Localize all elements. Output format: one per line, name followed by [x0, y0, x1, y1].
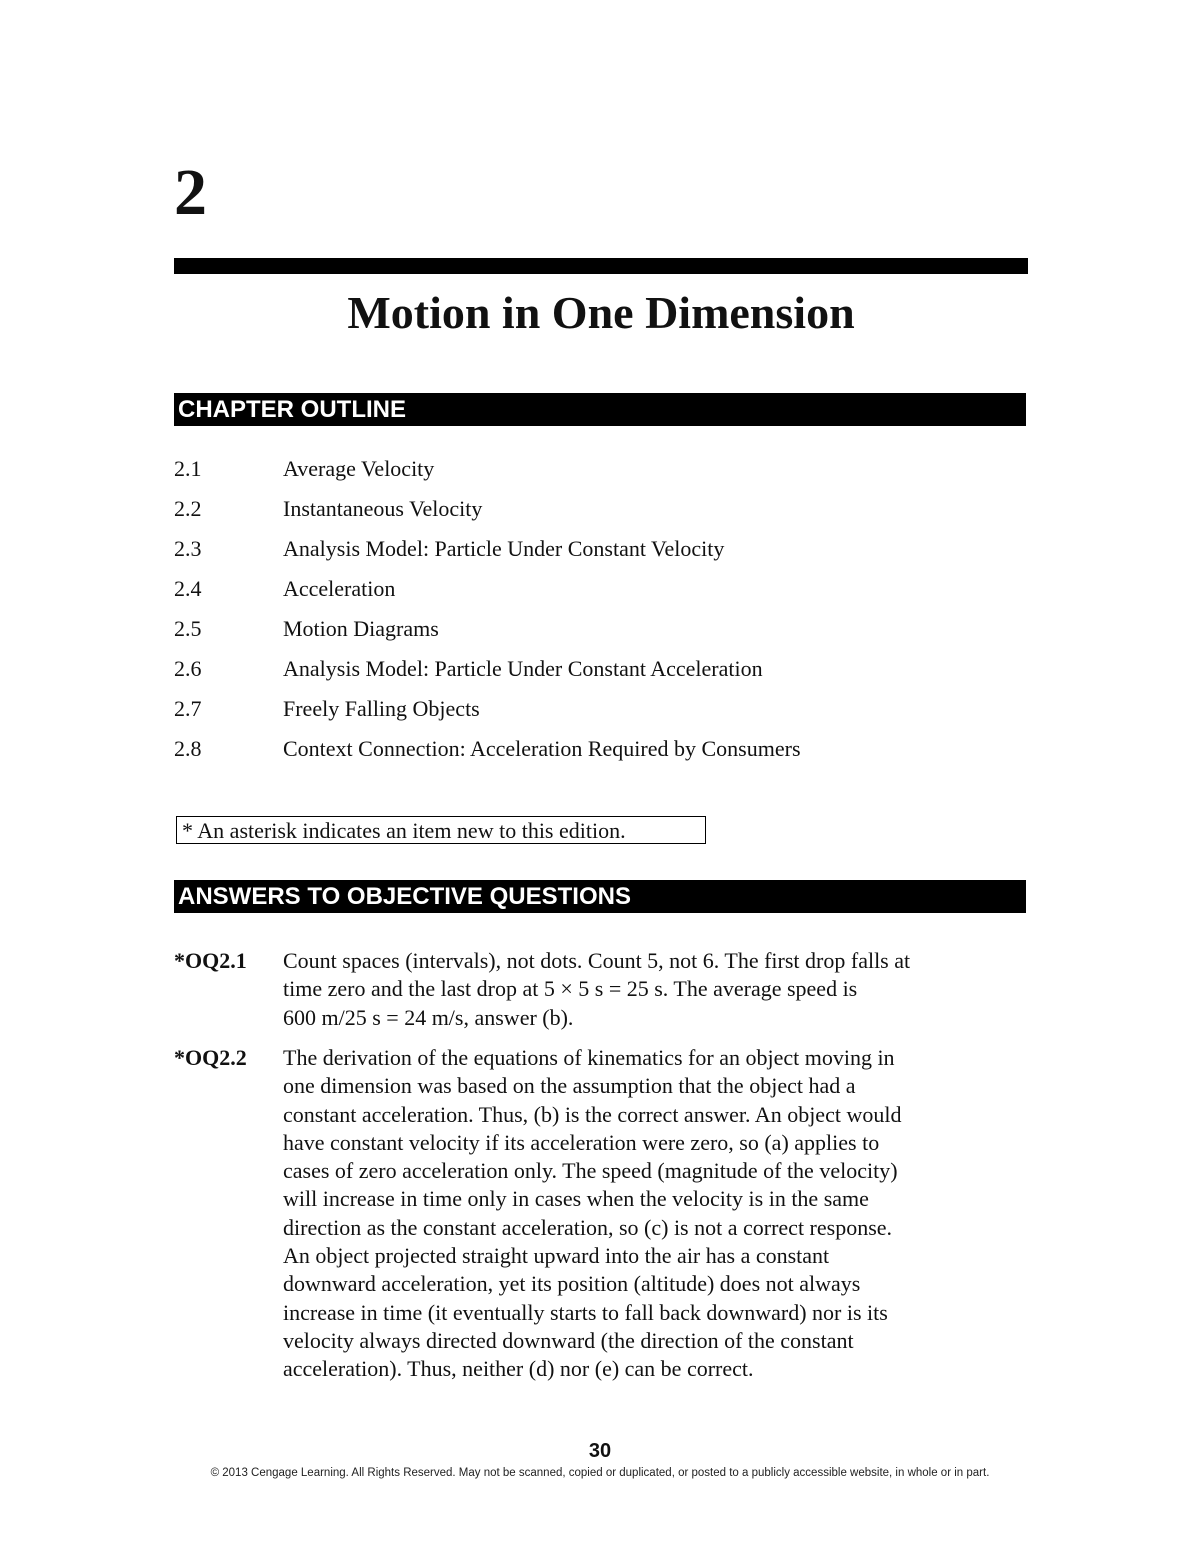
outline-item-number: 2.3: [174, 536, 202, 561]
chapter-title: Motion in One Dimension: [347, 287, 855, 338]
outline-item: [174, 695, 1034, 735]
question-label: *OQ2.2: [174, 1045, 247, 1070]
outline-item-number: 2.5: [174, 616, 202, 641]
outline-item-label: Acceleration: [283, 576, 396, 601]
answer-text: [283, 1044, 901, 1384]
copyright-footer: © 2013 Cengage Learning. All Rights Reserved. May not be scanned, copied or duplicated, or posted to a publicly accessible website, in whole or in part.: [210, 1467, 990, 1479]
chapter-outline-heading: CHAPTER OUTLINE: [174, 393, 1026, 426]
outline-item: [174, 575, 1034, 615]
answers-heading: ANSWERS TO OBJECTIVE QUESTIONS: [174, 880, 1026, 913]
outline-item-number: 2.4: [174, 576, 202, 601]
outline-item-number: 2.1: [174, 456, 202, 481]
answer-line: constant acceleration. Thus, (b) is the correct answer. An object would: [283, 1101, 902, 1127]
page-number: 30: [588, 1440, 612, 1462]
outline-item: [174, 495, 1034, 535]
chapter-outline-list: [174, 455, 1034, 775]
answer-line: Count spaces (intervals), not dots. Count 5, not 6. The first drop falls at: [283, 948, 911, 973]
outline-item-label: Context Connection: Acceleration Required by Consumers: [283, 736, 801, 761]
objective-question-answer: [174, 947, 1034, 1032]
question-label: *OQ2.1: [174, 948, 247, 973]
answer-line: increase in time (it eventually starts to fall back downward) nor is its: [283, 1299, 888, 1325]
outline-item: [174, 535, 1034, 575]
outline-item-label: Average Velocity: [283, 456, 435, 481]
outline-item: [174, 615, 1034, 655]
answer-line: one dimension was based on the assumption that the object had a: [283, 1073, 856, 1099]
answer-line: 600 m/25 s = 24 m/s, answer (b).: [283, 1004, 574, 1030]
answer-line: downward acceleration, yet its position (altitude) does not always: [283, 1271, 861, 1297]
answer-line: direction as the constant acceleration, so (c) is not a correct response.: [283, 1214, 893, 1240]
outline-item-label: Analysis Model: Particle Under Constant Velocity: [283, 536, 725, 561]
chapter-rule: [174, 258, 1028, 274]
outline-item-number: 2.2: [174, 496, 202, 521]
answer-line: time zero and the last drop at 5 × 5 s = 25 s. The average speed is: [283, 976, 858, 1002]
chapter-number: 2: [174, 156, 207, 229]
answer-line: An object projected straight upward into the air has a constant: [283, 1243, 830, 1269]
outline-item-label: Freely Falling Objects: [283, 696, 480, 721]
outline-item: [174, 735, 1034, 775]
answer-line: have constant velocity if its acceleration were zero, so (a) applies to: [283, 1129, 880, 1155]
outline-item-number: 2.7: [174, 696, 202, 721]
asterisk-note: * An asterisk indicates an item new to this edition.: [176, 816, 706, 844]
objective-question-answer: [174, 1044, 1034, 1384]
answer-line: cases of zero acceleration only. The speed (magnitude of the velocity): [283, 1158, 898, 1184]
answer-line: will increase in time only in cases when the velocity is in the same: [283, 1186, 869, 1212]
outline-item-label: Analysis Model: Particle Under Constant Acceleration: [283, 656, 763, 681]
answer-line: The derivation of the equations of kinematics for an object moving in: [283, 1045, 895, 1070]
answer-line: acceleration). Thus, neither (d) nor (e) can be correct.: [283, 1356, 754, 1382]
outline-item: [174, 655, 1034, 695]
outline-item-label: Instantaneous Velocity: [283, 496, 483, 521]
outline-item-number: 2.6: [174, 656, 202, 681]
outline-item-label: Motion Diagrams: [283, 616, 439, 641]
answer-text: [283, 947, 910, 1032]
outline-item-number: 2.8: [174, 736, 202, 761]
answer-line: velocity always directed downward (the direction of the constant: [283, 1327, 854, 1353]
outline-item: [174, 455, 1034, 495]
